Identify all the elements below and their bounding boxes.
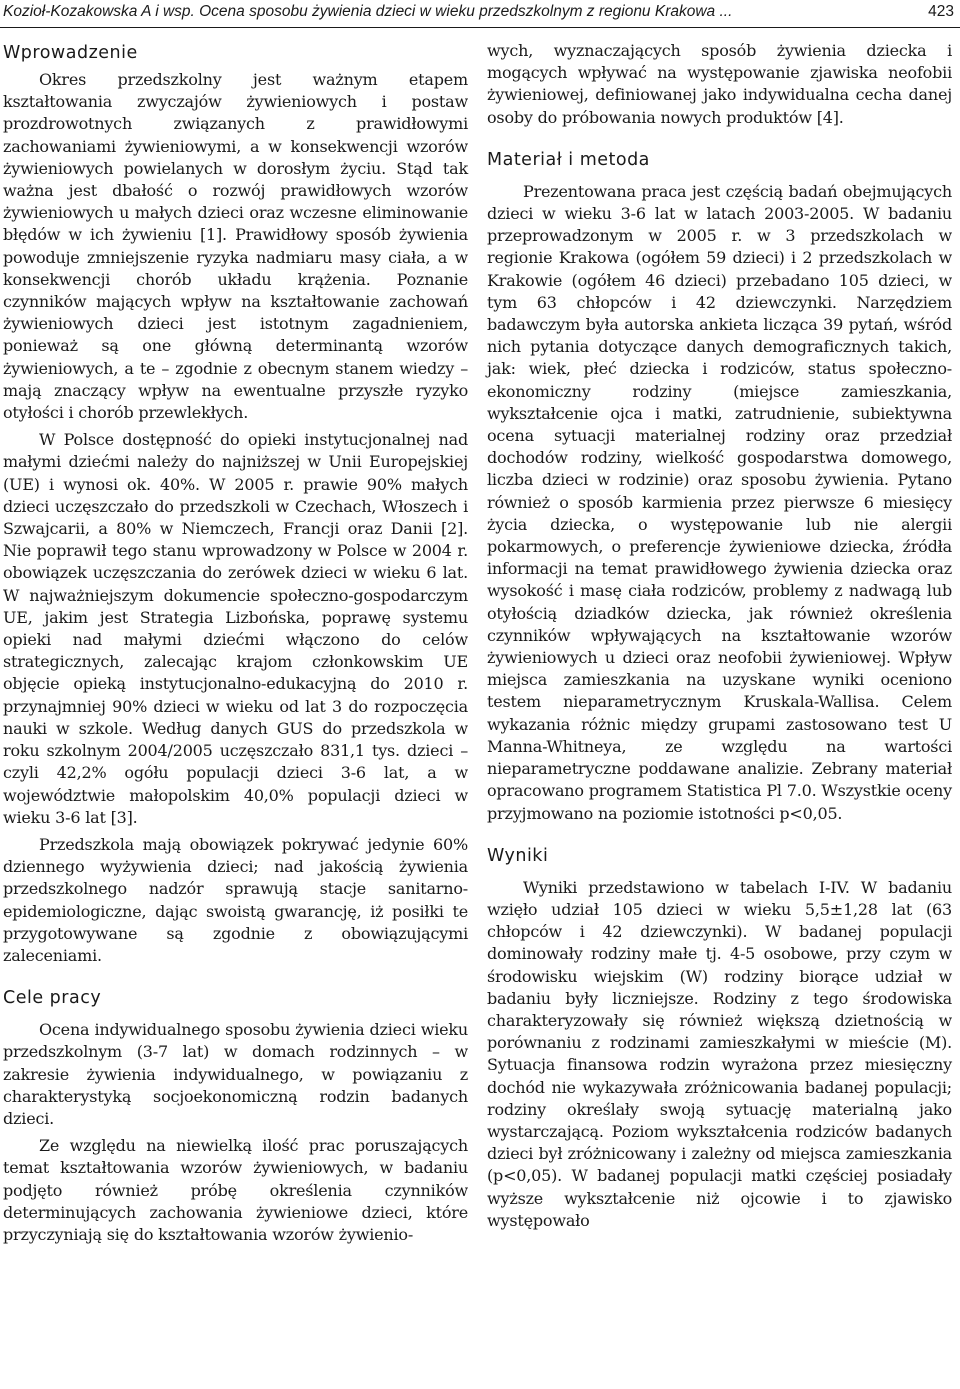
section-heading-introduction: Wprowadzenie <box>3 43 138 63</box>
header-rule <box>0 27 960 28</box>
section-heading-aims: Cele pracy <box>3 988 102 1009</box>
paragraph-aims-2: Ze względu na niewielką ilość prac poruszających temat kształtowania wzorów żywieniowych, w badaniu podjęto również próbę określenia czynników determinujących zachowania żywieniowe dzieci, które przyczyniają się do kształtowania wzorów żywienio- <box>3 1136 468 1244</box>
right-column <box>487 40 952 1232</box>
paragraph-intro-1: Okres przedszkolny jest ważnym etapem kształtowania zwyczajów żywieniowych i postaw prozdrowotnych związanych z prawidłowymi zachowaniami żywieniowymi, a w konsekwencji wzorów żywieniowych powielanych w dorosłym życiu. Stąd tak ważna jest dbałość o rozwój prawidłowych wzorów żywieniowych u małych dzieci oraz wczesne eliminowanie błędów w ich żywieniu [1]. Prawidłowy sposób żywienia powoduje zmniejszenie ryzyka nadmiaru masy ciała, a w konsekwencji chorób układu krążenia. Poznanie czynników mających wpływ na kształtowanie zachowań żywieniowych dzieci jest istotnym zagadnieniem, ponieważ są one główną determinantą wzorów żywieniowych, a te – zgodnie z obecnym stanem wiedzy – mają znaczący wpływ na ewentualne przyszłe ryzyko otyłości i chorób przewlekłych. <box>3 70 468 423</box>
section-heading-methods: Materiał i metoda <box>487 149 650 170</box>
running-head-title: Kozioł-Kozakowska A i wsp. Ocena sposobu żywienia dzieci w wieku przedszkolnym z regionu Krakowa ... <box>3 3 733 20</box>
paragraph-intro-3: Przedszkola mają obowiązek pokrywać jedynie 60% dziennego wyżywienia dzieci; nad jakością żywienia przedszkolnego nadzór sprawują stacje sanitarno-epidemiologiczne, dając swoistą gwarancję, iż posiłki te przygotowywane są zgodnie z obowiązującymi zaleceniami. <box>3 834 468 965</box>
paragraph-intro-2: W Polsce dostępność do opieki instytucjonalnej nad małymi dziećmi należy do najniższej w Unii Europejskiej (UE) i wynosi ok. 40%. W 2005 r. prawie 90% małych dzieci uczęszczało do przedszkoli w Czechach, Włoszech i Szwajcarii, a 80% w Niemczech, Francji oraz Danii [2]. Nie poprawił tego stanu wprowadzony w Polsce w 2004 r. obowiązek uczęszczania do zerówek dzieci w wieku 6 lat. W najważniejszym dokumencie społeczno-gospodarczym UE, jakim jest Strategia Lizbońska, poprawę systemu opieki nad małymi dziećmi włączono do celów strategicznych, zalecając krajom członkowskim UE objęcie opieką instytucjonalno-edukacyjną do 2010 r. przynajmniej 90% dzieci w wieku od lat 3 do rozpoczęcia nauki w szkole. Według danych GUS do przedszkola w roku szkolnym 2004/2005 uczęszczało 831,1 tys. dzieci – czyli 42,2% ogółu populacji dzieci 3-6 lat, a w województwie małopolskim 40,0% populacji dzieci w wieku 3-6 lat [3]. <box>3 430 468 827</box>
paragraph-continued: wych, wyznaczających sposób żywienia dziecka i mogących wpływać na występowanie zjawiska neofobii żywieniowej, definiowanej jako indywidualna cecha danej osoby do próbowania nowych produktów [4]. <box>487 41 952 127</box>
running-head <box>0 0 960 30</box>
paragraph-aims-1: Ocena indywidualnego sposobu żywienia dzieci wieku przedszkolnym (3-7 lat) w domach rodzinnych – w zakresie żywienia indywidualnego, w powiązaniu z charakterystyką socjoekonomiczną rodzin badanych dzieci. <box>3 1020 468 1128</box>
paragraph-results-1: Wyniki przedstawiono w tabelach I-IV. W badaniu wzięło udział 105 dzieci w wieku 5,5±1,28 lat (63 chłopców i 42 dziewczynki). W badanej populacji dominowały rodziny małe tj. 4-5 osobowe, przy czym w środowisku wiejskim (W) rodziny biorące udział w badaniu były liczniejsze. Rodziny z tego środowiska charakteryzowały się również większą dzietnością w porównaniu z rodzinami zamieszkałymi w mieście (M). Sytuacja finansowa rodzin wyrażona przez miesięczny dochód nie wykazywała zróżnicowania badanej populacji; rodziny określały swoją sytuację materialną jako wystarczającą. Poziom wykształcenia rodziców badanych dzieci był zróżnicowany i zależny od miejsca zamieszkania (p<0,05). W badanej populacji matki częściej posiadały wyższe wykształcenie niż ojcowie i to zjawisko występowało <box>487 877 952 1230</box>
section-heading-results: Wyniki <box>487 845 549 866</box>
left-column <box>3 40 468 1246</box>
paragraph-methods-1: Prezentowana praca jest częścią badań obejmujących dzieci w wieku 3-6 lat w latach 2003-2005. W badaniu przeprowadzonym w 2005 r. w 3 przedszkolach w regionie Krakowa (ogółem 59 dzieci) i 2 przedszkolach w Krakowie (ogółem 46 dzieci) przebadano 105 dzieci, w tym 63 chłopców i 42 dziewczynki. Narzędziem badawczym była autorska ankieta licząca 39 pytań, wśród nich pytania dotyczące danych demograficznych takich, jak: wiek, płeć dziecka i rodziców, status społeczno-ekonomiczny rodziny (miejsce zamieszkania, wykształcenie ojca i matki, zatrudnienie, subiektywna ocena sytuacji materialnej rodziny oraz przedział dochodów rodziny, wielkość gospodarstwa domowego, liczba dzieci w rodzinie) oraz sposobu żywienia. Pytano również o sposób karmienia przez pierwsze 6 miesięcy życia dziecka, o występowanie lub nie alergii pokarmowych, o preferencje żywieniowe dziecka, źródła informacji na temat prawidłowego żywienia dziecka oraz wysokość i masę ciała rodziców, problemy z nadwagą lub otyłością dziadków dziecka, jak również określenia czynników wpływających na kształtowanie wzorów żywieniowych u dzieci oraz neofobii żywieniowej. Wpływ miejsca zamieszkania na uzyskane wyniki oceniono testem nieparametrycznym Kruskala-Wallisa. Celem wykazania różnic między grupami zastosowano test U Manna-Whitneya, ze względu na wartości nieparametryczne poddawane analizie. Zebrany materiał opracowano programem Statistica Pl 7.0. Wszystkie oceny przyjmowano na poziomie istotności p<0,05. <box>487 181 952 823</box>
page-number: 423 <box>928 3 954 20</box>
